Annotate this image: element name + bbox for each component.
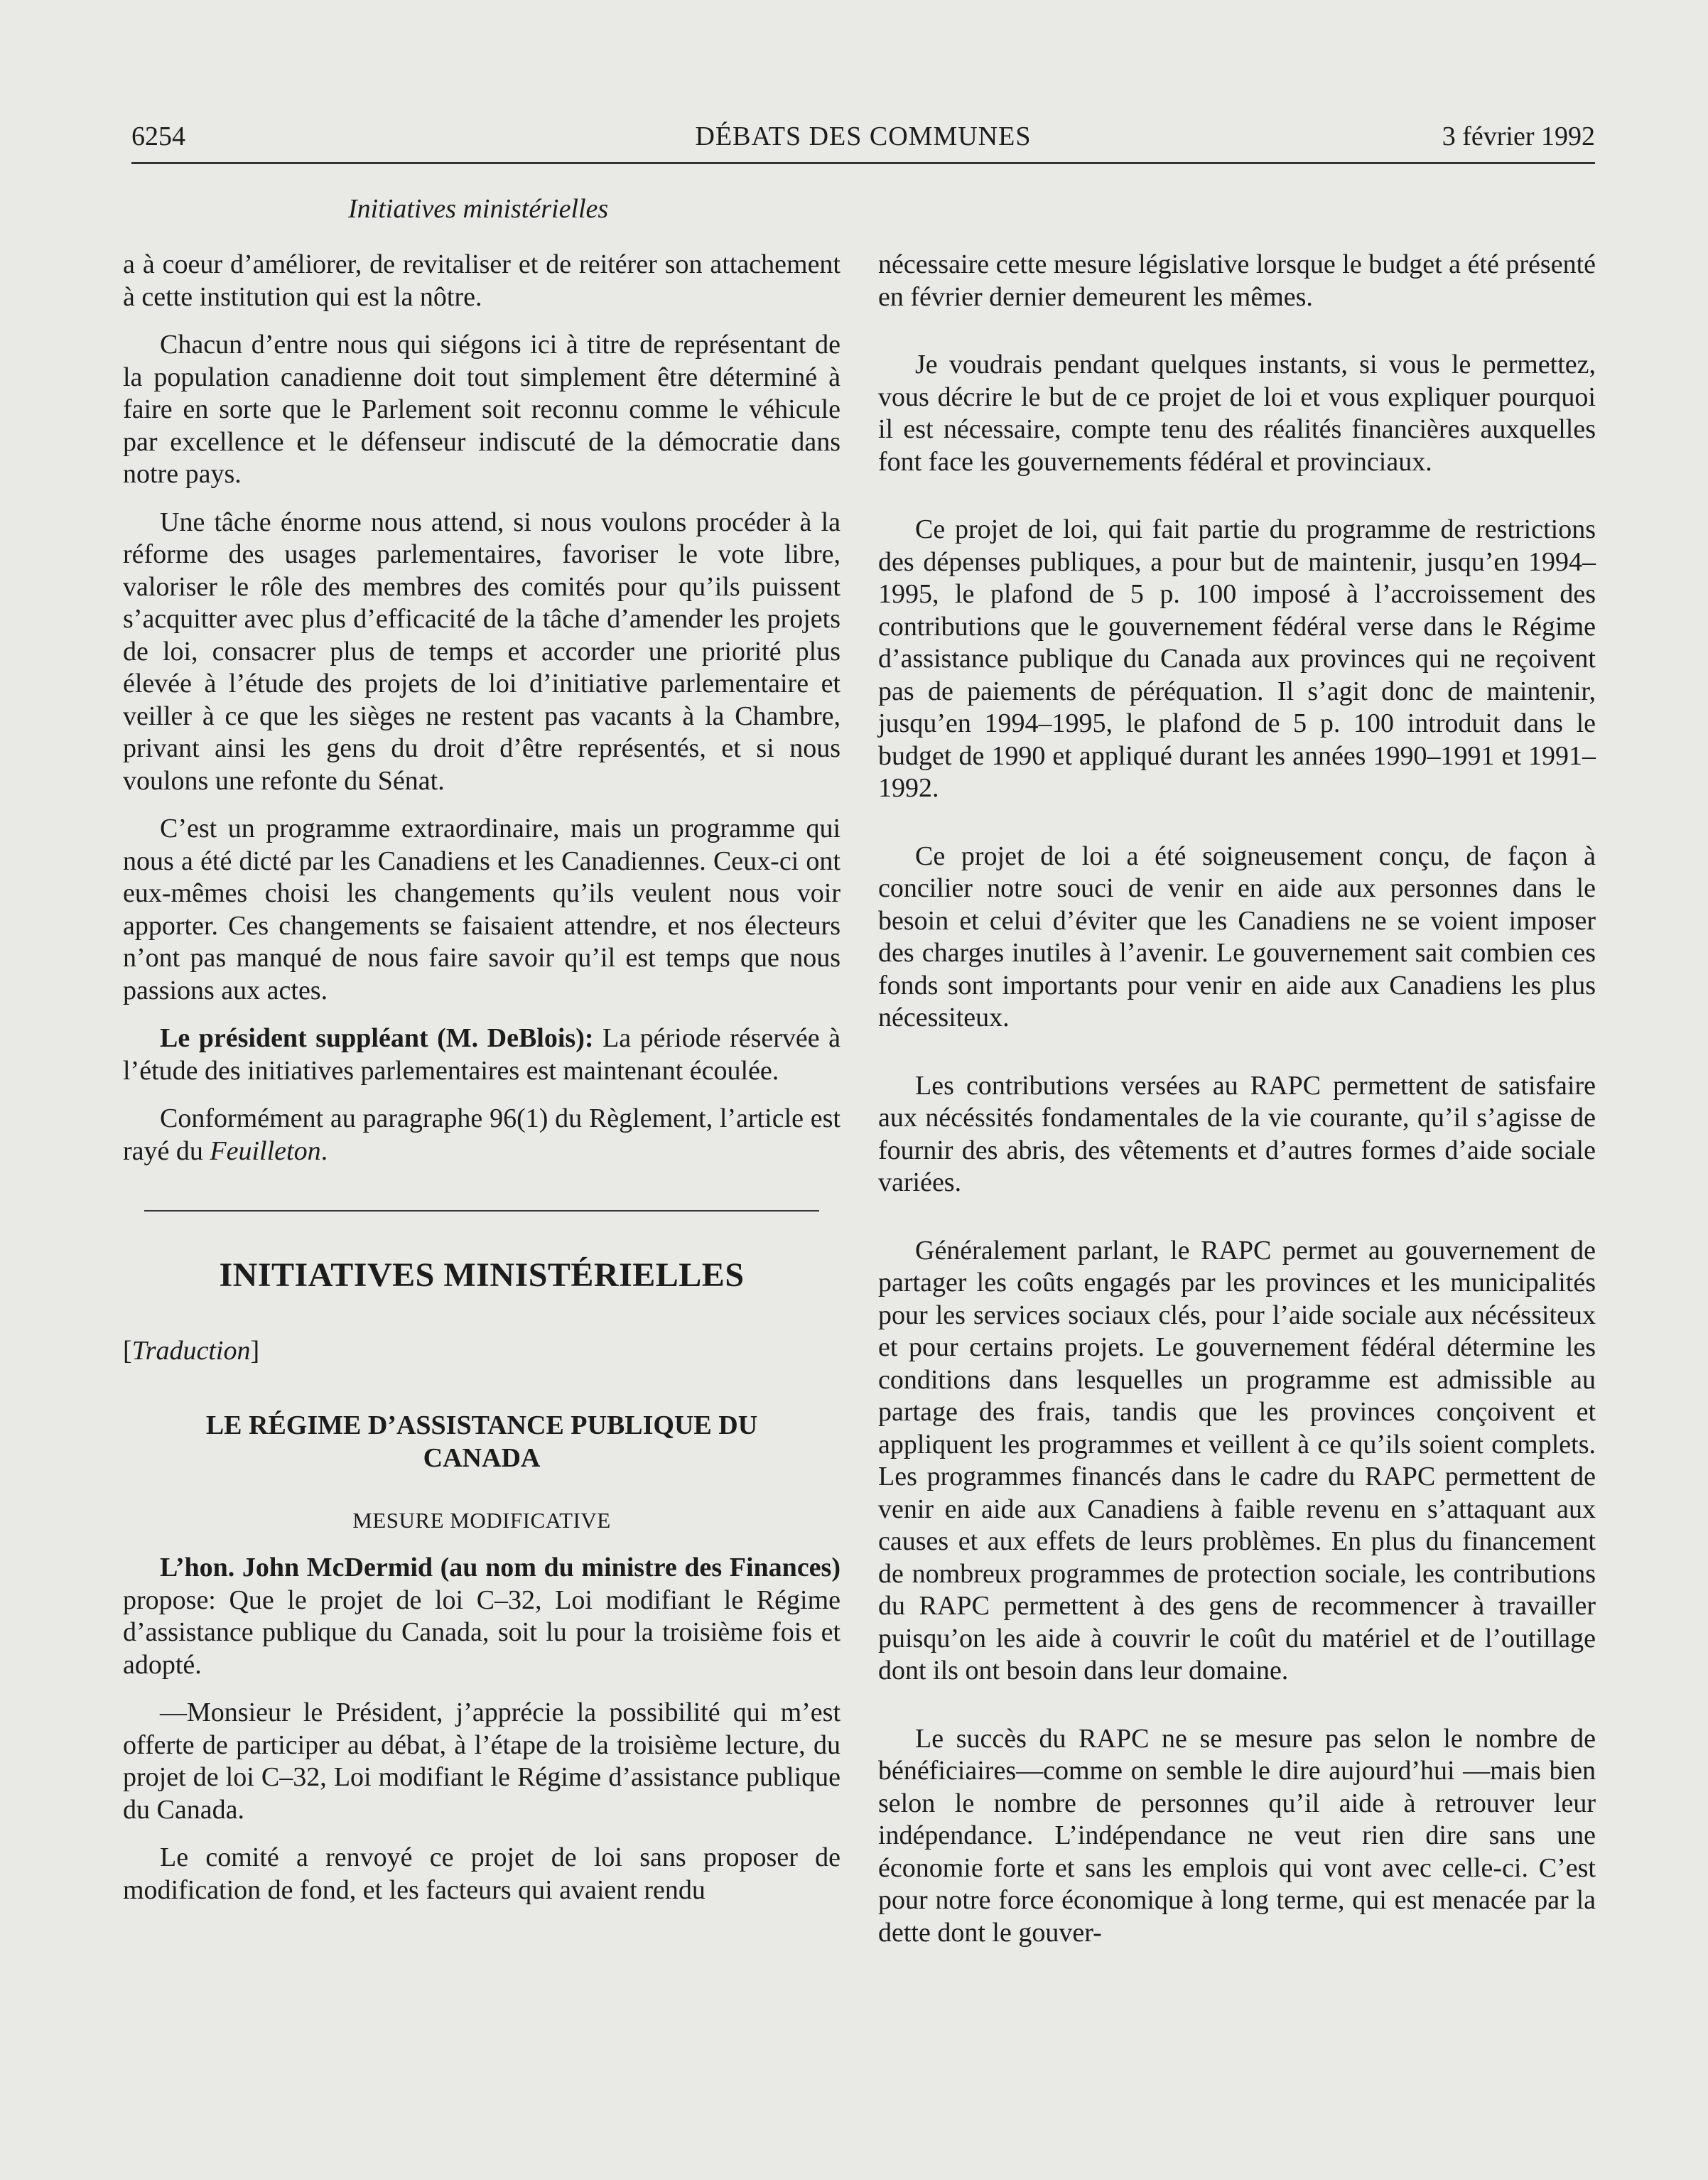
paragraph: Une tâche énorme nous attend, si nous voulons procéder à la réforme des usages parlementaires, favoriser le vote libre, valoriser le rôle des membres des comités pour qu’ils puissent s’acquitter avec plus d’efficacité de la tâche d’amender les projets de loi, consacrer plus de temps et accorder une priorité plus élevée à l’étude des projets de loi d’initiative parlementaire et veiller à ce que les sièges ne restent pas vacants à la Chambre, privant ainsi les gens du droit d’être représentés, et si nous voulons une refonte du Sénat. <box>123 507 841 796</box>
measure-subheading: MESURE MODIFICATIVE <box>352 1507 611 1533</box>
section-divider <box>144 1210 819 1212</box>
section-subtitle: Initiatives ministérielles <box>348 194 609 224</box>
paragraph: nécessaire cette mesure législative lorsque le budget a été présenté en février dernier demeurent les mêmes. <box>878 249 1596 312</box>
page-date: 3 février 1992 <box>1442 122 1595 151</box>
bracket: ] <box>250 1336 260 1366</box>
paragraph <box>123 1022 841 1087</box>
speech-text: La période réservée à l’étude des initiatives parlementaires est maintenant écoulée. <box>123 1023 841 1086</box>
speaker-name: Le président suppléant (M. DeBlois): <box>160 1023 594 1053</box>
paragraph <box>123 1552 841 1681</box>
speaker-name: L’hon. John McDermid (au nom du ministre des Finances) <box>160 1553 841 1582</box>
paragraph: Chacun d’entre nous qui siégons ici à titre de représentant de la population canadienne doit tout simplement être déterminé à faire en sorte que le Parlement soit reconnu comme le véhicule par excellence et le défenseur indiscuté de la démocratie dans notre pays. <box>123 330 841 489</box>
paragraph: Le succès du RAPC ne se mesure pas selon le nombre de bénéficiaires—comme on semble le dire aujourd’hui —mais bien selon le nombre de personnes qu’il aide à retrouver leur indépendance. L’indépendance ne veut rien dire sans une économie forte et sans les emplois qui vont avec celle-ci. C’est pour notre force économique à long terme, qui est menacée par la dette dont le gouver- <box>878 1723 1596 1948</box>
paragraph: Ce projet de loi a été soigneusement conçu, de façon à concilier notre souci de venir en aide aux personnes dans le besoin et celui d’éviter que les Canadiens ne se voient imposer des charges inutiles à l’avenir. Le gouvernement sait combien ces fonds sont importants pour venir en aide aux Canadiens les plus nécessiteux. <box>878 841 1596 1032</box>
section-heading: INITIATIVES MINISTÉRIELLES <box>219 1256 745 1294</box>
paragraph: Les contributions versées au RAPC permettent de satisfaire aux nécéssités fondamentales de la vie courante, qu’il s’agisse de fournir des abris, des vêtements et d’autres formes d’aide sociale variées. <box>878 1070 1596 1197</box>
page-header <box>131 121 1595 161</box>
right-column <box>878 249 1596 1985</box>
header-rule <box>131 162 1595 164</box>
paragraph: a à coeur d’améliorer, de revitaliser et de reitérer son attachement à cette institution qui est la nôtre. <box>123 249 841 312</box>
italic-term: Feuilleton <box>210 1135 321 1166</box>
paragraph <box>123 1103 841 1167</box>
page-number: 6254 <box>131 122 185 151</box>
running-title: DÉBATS DES COMMUNES <box>695 122 1032 151</box>
bill-title: LE RÉGIME D’ASSISTANCE PUBLIQUE DU CANADA <box>205 1410 758 1473</box>
punctuation: . <box>320 1135 328 1166</box>
translation-note <box>123 1335 841 1368</box>
paragraph: C’est un programme extraordinaire, mais un programme qui nous a été dicté par les Canadiens et les Canadiennes. Ceux-ci ont eux-mêmes choisi les changements qu’ils veulent nous voir apporter. Ces changements se faisaient attendre, et nos électeurs n’ont pas manqué de nous faire savoir qu’il est temps que nous passions aux actes. <box>123 814 841 1005</box>
paragraph: Je voudrais pendant quelques instants, si vous le permettez, vous décrire le but de ce projet de loi et vous expliquer pourquoi il est nécessaire, compte tenu des réalités financières auxquelles font face les gouvernements fédéral et provinciaux. <box>878 350 1596 477</box>
bracket: [ <box>123 1336 132 1366</box>
speech-text: propose: Que le projet de loi C–32, Loi modifiant le Régime d’assistance publique du Canada, soit lu pour la troisième fois et adopté. <box>123 1585 841 1680</box>
paragraph: —Monsieur le Président, j’apprécie la possibilité qui m’est offerte de participer au débat, à l’étape de la troisième lecture, du projet de loi C–32, Loi modifiant le Régime d’assistance publique du Canada. <box>123 1698 841 1825</box>
paragraph: Généralement parlant, le RAPC permet au gouvernement de partager les coûts engagés par les provinces et les municipalités pour les services sociaux clés, pour l’aide sociale aux nécéssiteux et pour certains projets. Le gouvernement fédéral détermine les conditions dans lesquelles un programme est admissible au partage des frais, tandis que les provinces conçoivent et appliquent les programmes et veillent à ce qu’ils soient complets. Les programmes financés dans le cadre du RAPC permettent de venir en aide aux Canadiens à faible revenu en s’attaquant aux causes et aux effets de leurs problèmes. En plus du financement de nombreux programmes de protection sociale, les contributions du RAPC permettent à des gens de recommencer à travailler puisqu’on les aide à couvrir le coût du matériel et de l’outillage dont ils ont besoin dans leur domaine. <box>878 1235 1596 1685</box>
left-column <box>123 249 841 1922</box>
translation-label: Traduction <box>131 1336 251 1366</box>
speech-text: Conformément au paragraphe 96(1) du Règlement, l’article est rayé du <box>123 1104 841 1166</box>
paragraph: Ce projet de loi, qui fait partie du programme de restrictions des dépenses publiques, a pour but de maintenir, jusqu’en 1994–1995, le plafond de 5 p. 100 imposé à l’accroissement des contributions que le gouvernement fédéral verse dans le Régime d’assistance publique du Canada aux provinces qui ne reçoivent pas de paiements de péréquation. Il s’agit donc de maintenir, jusqu’en 1994–1995, le plafond de 5 p. 100 introduit dans le budget de 1990 et appliqué durant les années 1990–1991 et 1991–1992. <box>878 514 1596 803</box>
paragraph: Le comité a renvoyé ce projet de loi sans proposer de modification de fond, et les facteurs qui avaient rendu <box>123 1842 841 1905</box>
